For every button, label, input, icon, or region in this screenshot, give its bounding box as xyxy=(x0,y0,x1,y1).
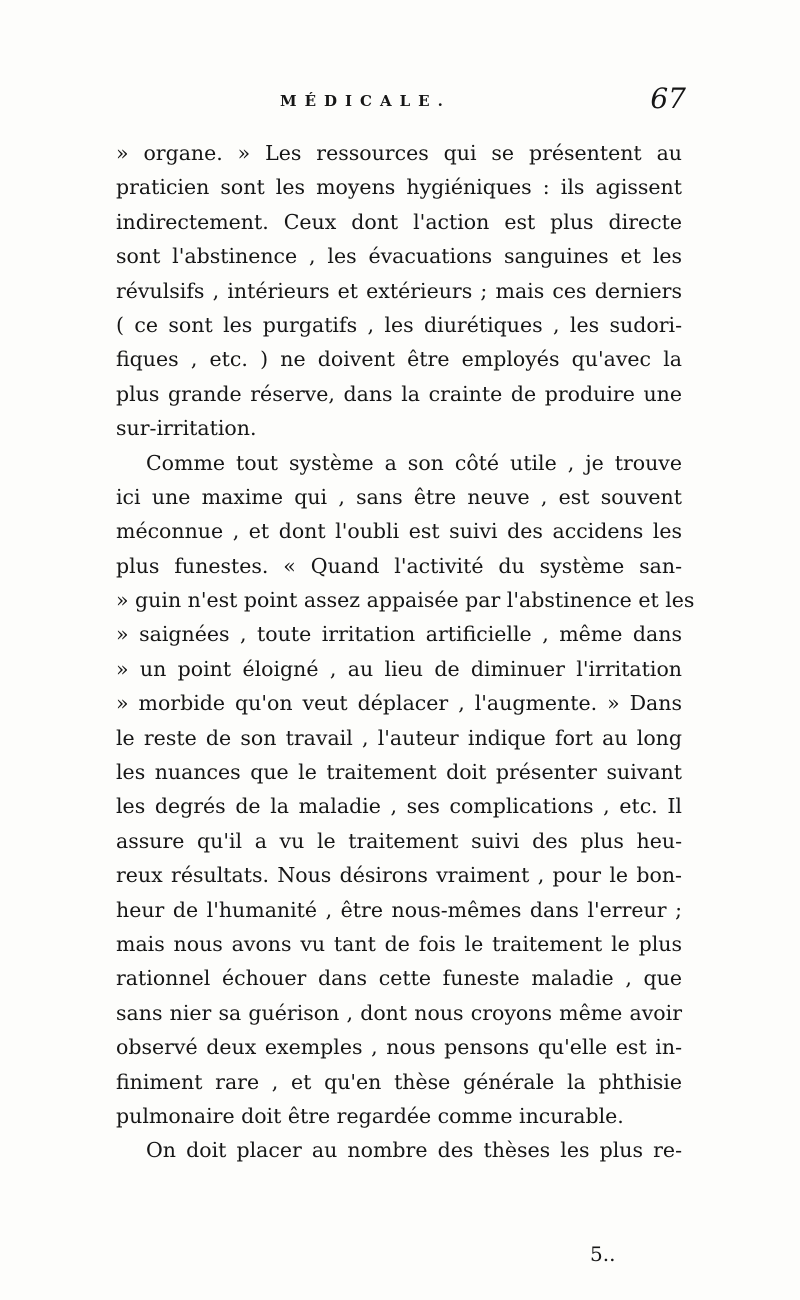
text-line: assure qu'il a vu le traitement suivi des plus heu- xyxy=(116,828,682,853)
running-title: MÉDICALE. xyxy=(280,92,451,110)
text-line: les nuances que le traitement doit présenter suivant xyxy=(116,760,682,785)
text-line: » organe. » Les ressources qui se présentent au xyxy=(116,141,682,165)
text-line: plus funestes. « Quand l'activité du système san- xyxy=(116,553,682,578)
text-line: les degrés de la maladie , ses complications , etc. Il xyxy=(116,794,682,819)
text-line: observé deux exemples , nous pensons qu'elle est in- xyxy=(116,1035,682,1060)
text-line: finiment rare , et qu'en thèse générale la phthisie xyxy=(116,1069,682,1094)
text-line: le reste de son travail , l'auteur indique fort au long xyxy=(116,725,682,750)
running-head xyxy=(100,82,690,122)
text-line: On doit placer au nombre des thèses les plus re- xyxy=(146,1138,682,1163)
text-line: » morbide qu'on veut déplacer , l'augmente. » Dans xyxy=(116,691,682,716)
text-line: plus grande réserve, dans la crainte de produire une xyxy=(116,381,682,406)
text-line: » saignées , toute irritation artificielle , même dans xyxy=(116,622,682,647)
text-line: mais nous avons vu tant de fois le traitement le plus xyxy=(116,931,682,956)
text-line: » un point éloigné , au lieu de diminuer l'irritation xyxy=(116,656,682,681)
text-line: sur-irritation. xyxy=(116,416,257,441)
text-line: heur de l'humanité , être nous-mêmes dans l'erreur ; xyxy=(116,897,682,922)
text-line: sont l'abstinence , les évacuations sanguines et les xyxy=(116,244,682,269)
text-line: ( ce sont les purgatifs , les diurétiques , les sudori- xyxy=(116,312,682,337)
text-line: Comme tout système a son côté utile , je trouve xyxy=(146,450,682,475)
text-line: praticien sont les moyens hygiéniques : ils agissent xyxy=(116,175,682,200)
signature-mark: 5.. xyxy=(590,1242,616,1266)
text-line: indirectement. Ceux dont l'action est plus directe xyxy=(116,209,682,234)
text-line: ici une maxime qui , sans être neuve , est souvent xyxy=(116,484,682,509)
text-line: rationnel échouer dans cette funeste maladie , que xyxy=(116,966,682,991)
text-line: révulsifs , intérieurs et extérieurs ; mais ces derniers xyxy=(116,278,682,303)
text-line: méconnue , et dont l'oubli est suivi des accidens les xyxy=(116,519,682,544)
text-line: sans nier sa guérison , dont nous croyons même avoir xyxy=(116,1000,682,1025)
body-text xyxy=(116,136,695,1168)
text-line: » guin n'est point assez appaisée par l'abstinence et les xyxy=(116,588,695,613)
text-line: pulmonaire doit être regardée comme incurable. xyxy=(116,1103,624,1128)
text-line: reux résultats. Nous désirons vraiment , pour le bon- xyxy=(116,863,682,888)
text-line: fiques , etc. ) ne doivent être employés qu'avec la xyxy=(116,347,682,372)
page-number: 67 xyxy=(650,82,686,115)
